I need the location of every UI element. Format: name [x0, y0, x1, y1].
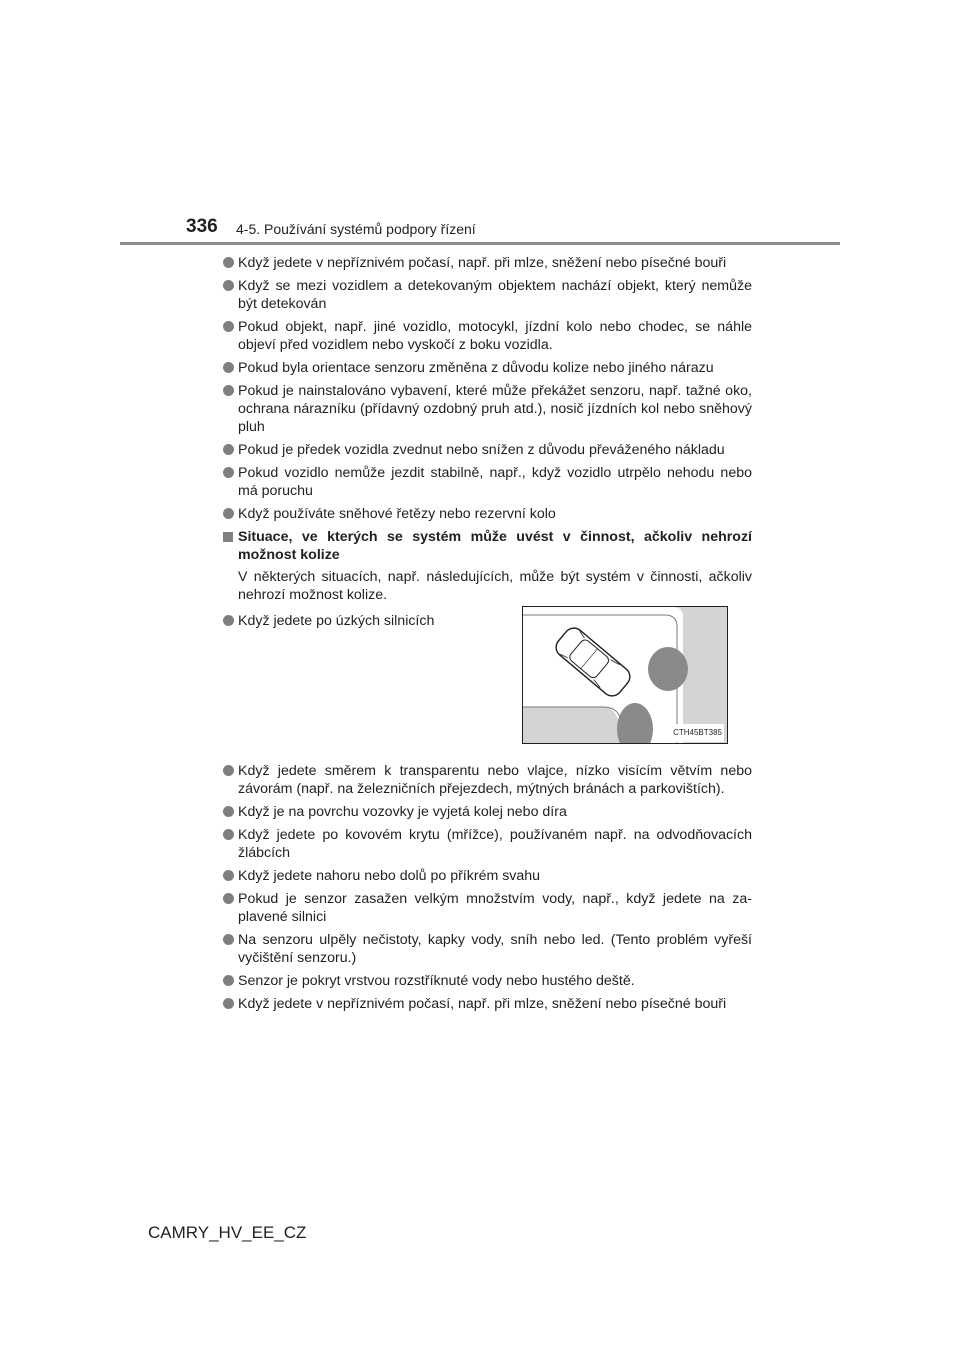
- subsection-intro: V některých situacích, např. následujících, může být systém v činnosti, ačkoliv nehrozí možnost kolize.: [238, 569, 752, 603]
- bullet-dot-icon: [223, 467, 234, 478]
- square-bullet-icon: [223, 532, 233, 542]
- bullet-dot-icon: [223, 615, 234, 626]
- list-item: [222, 931, 752, 967]
- list-item-text: Když jedete v nepříznivém počasí, např. při mlze, sněžení nebo písečné bouři: [238, 996, 727, 1012]
- list-item: [222, 803, 752, 821]
- list-item-text: Když jedete po kovovém krytu (mřížce), používaném např. na odvodňovacích žlábcích: [238, 827, 752, 861]
- document-code: CAMRY_HV_EE_CZ: [148, 1223, 307, 1242]
- bullet-dot-icon: [223, 934, 234, 945]
- page-number: 336: [186, 216, 218, 237]
- list-item: [222, 612, 508, 630]
- bullet-dot-icon: [223, 765, 234, 776]
- bullet-dot-icon: [223, 829, 234, 840]
- list-item-text: Když používáte sněhové řetězy nebo rezervní kolo: [238, 506, 556, 522]
- figure-row: [222, 612, 752, 752]
- bullet-dot-icon: [223, 508, 234, 519]
- narrow-road-illustration: [522, 606, 728, 744]
- list-item: [222, 505, 752, 523]
- list-item-text: Pokud je senzor zasažen velkým množstvím vody, např., když jedete na za-plavené silnici: [238, 891, 752, 925]
- list-item: [222, 382, 752, 436]
- list-item: [222, 995, 752, 1013]
- list-item: [222, 972, 752, 990]
- figure-code: CTH45BT385: [671, 724, 724, 742]
- list-item: [222, 762, 752, 798]
- bullet-dot-icon: [223, 998, 234, 1009]
- page-content: [222, 254, 752, 1018]
- list-item-text: Pokud vozidlo nemůže jezdit stabilně, např., když vozidlo utrpělo nehodu nebo má poruchu: [238, 465, 752, 499]
- bullet-dot-icon: [223, 385, 234, 396]
- list-item: [222, 254, 752, 272]
- narrow-road-drawing: [523, 607, 727, 743]
- list-item-text: Když je na povrchu vozovky je vyjetá kolej nebo díra: [238, 804, 567, 820]
- list-item-text: Pokud je nainstalováno vybavení, které může překážet senzoru, např. tažné oko, ochrana nárazníku (přídavný ozdobný pruh atd.), nosič jízdních kol nebo sněhový pluh: [238, 383, 752, 435]
- list-item-text: Na senzoru ulpěly nečistoty, kapky vody, sníh nebo led. (Tento problém vyřeší vyčištění senzoru.): [238, 932, 752, 966]
- list-item: [222, 318, 752, 354]
- bullet-dot-icon: [223, 321, 234, 332]
- subsection-heading-text: Situace, ve kterých se systém může uvést v činnost, ačkoliv nehrozí možnost kolize: [238, 529, 752, 563]
- bullet-dot-icon: [223, 257, 234, 268]
- bullet-dot-icon: [223, 893, 234, 904]
- list-item: [222, 464, 752, 500]
- list-item: [222, 277, 752, 313]
- bullet-dot-icon: [223, 362, 234, 373]
- list-item: [222, 826, 752, 862]
- bullet-dot-icon: [223, 280, 234, 291]
- list-item-text: Když jedete nahoru nebo dolů po příkrém svahu: [238, 868, 541, 884]
- bullet-dot-icon: [223, 806, 234, 817]
- list-item-text: Pokud byla orientace senzoru změněna z důvodu kolize nebo jiného nárazu: [238, 360, 714, 376]
- list-item-text: Když jedete po úzkých silnicích: [238, 613, 435, 629]
- list-item-text: Pokud objekt, např. jiné vozidlo, motocykl, jízdní kolo nebo chodec, se náhle objeví před vozidlem nebo vyskočí z boku vozidla.: [238, 319, 752, 353]
- section-title: 4-5. Používání systémů podpory řízení: [236, 221, 476, 237]
- list-item: [222, 359, 752, 377]
- list-item-text: Když se mezi vozidlem a detekovaným objektem nachází objekt, který nemůže být detekován: [238, 278, 752, 312]
- bullet-dot-icon: [223, 975, 234, 986]
- bullet-dot-icon: [223, 444, 234, 455]
- list-item-text: Senzor je pokryt vrstvou rozstříknuté vody nebo hustého deště.: [238, 973, 635, 989]
- list-item-text: Když jedete směrem k transparentu nebo vlajce, nízko visícím větvím nebo závorám (např. na železničních přejezdech, mýtných bránách a parkovištích).: [238, 763, 752, 797]
- header-divider: [120, 242, 840, 245]
- list-item: [222, 441, 752, 459]
- list-item-text: Když jedete v nepříznivém počasí, např. při mlze, sněžení nebo písečné bouři: [238, 255, 727, 271]
- subsection-heading: [222, 528, 752, 564]
- list-item-text: Pokud je předek vozidla zvednut nebo snížen z důvodu převáženého nákladu: [238, 442, 725, 458]
- list-item: [222, 890, 752, 926]
- list-item: [222, 867, 752, 885]
- bullet-dot-icon: [223, 870, 234, 881]
